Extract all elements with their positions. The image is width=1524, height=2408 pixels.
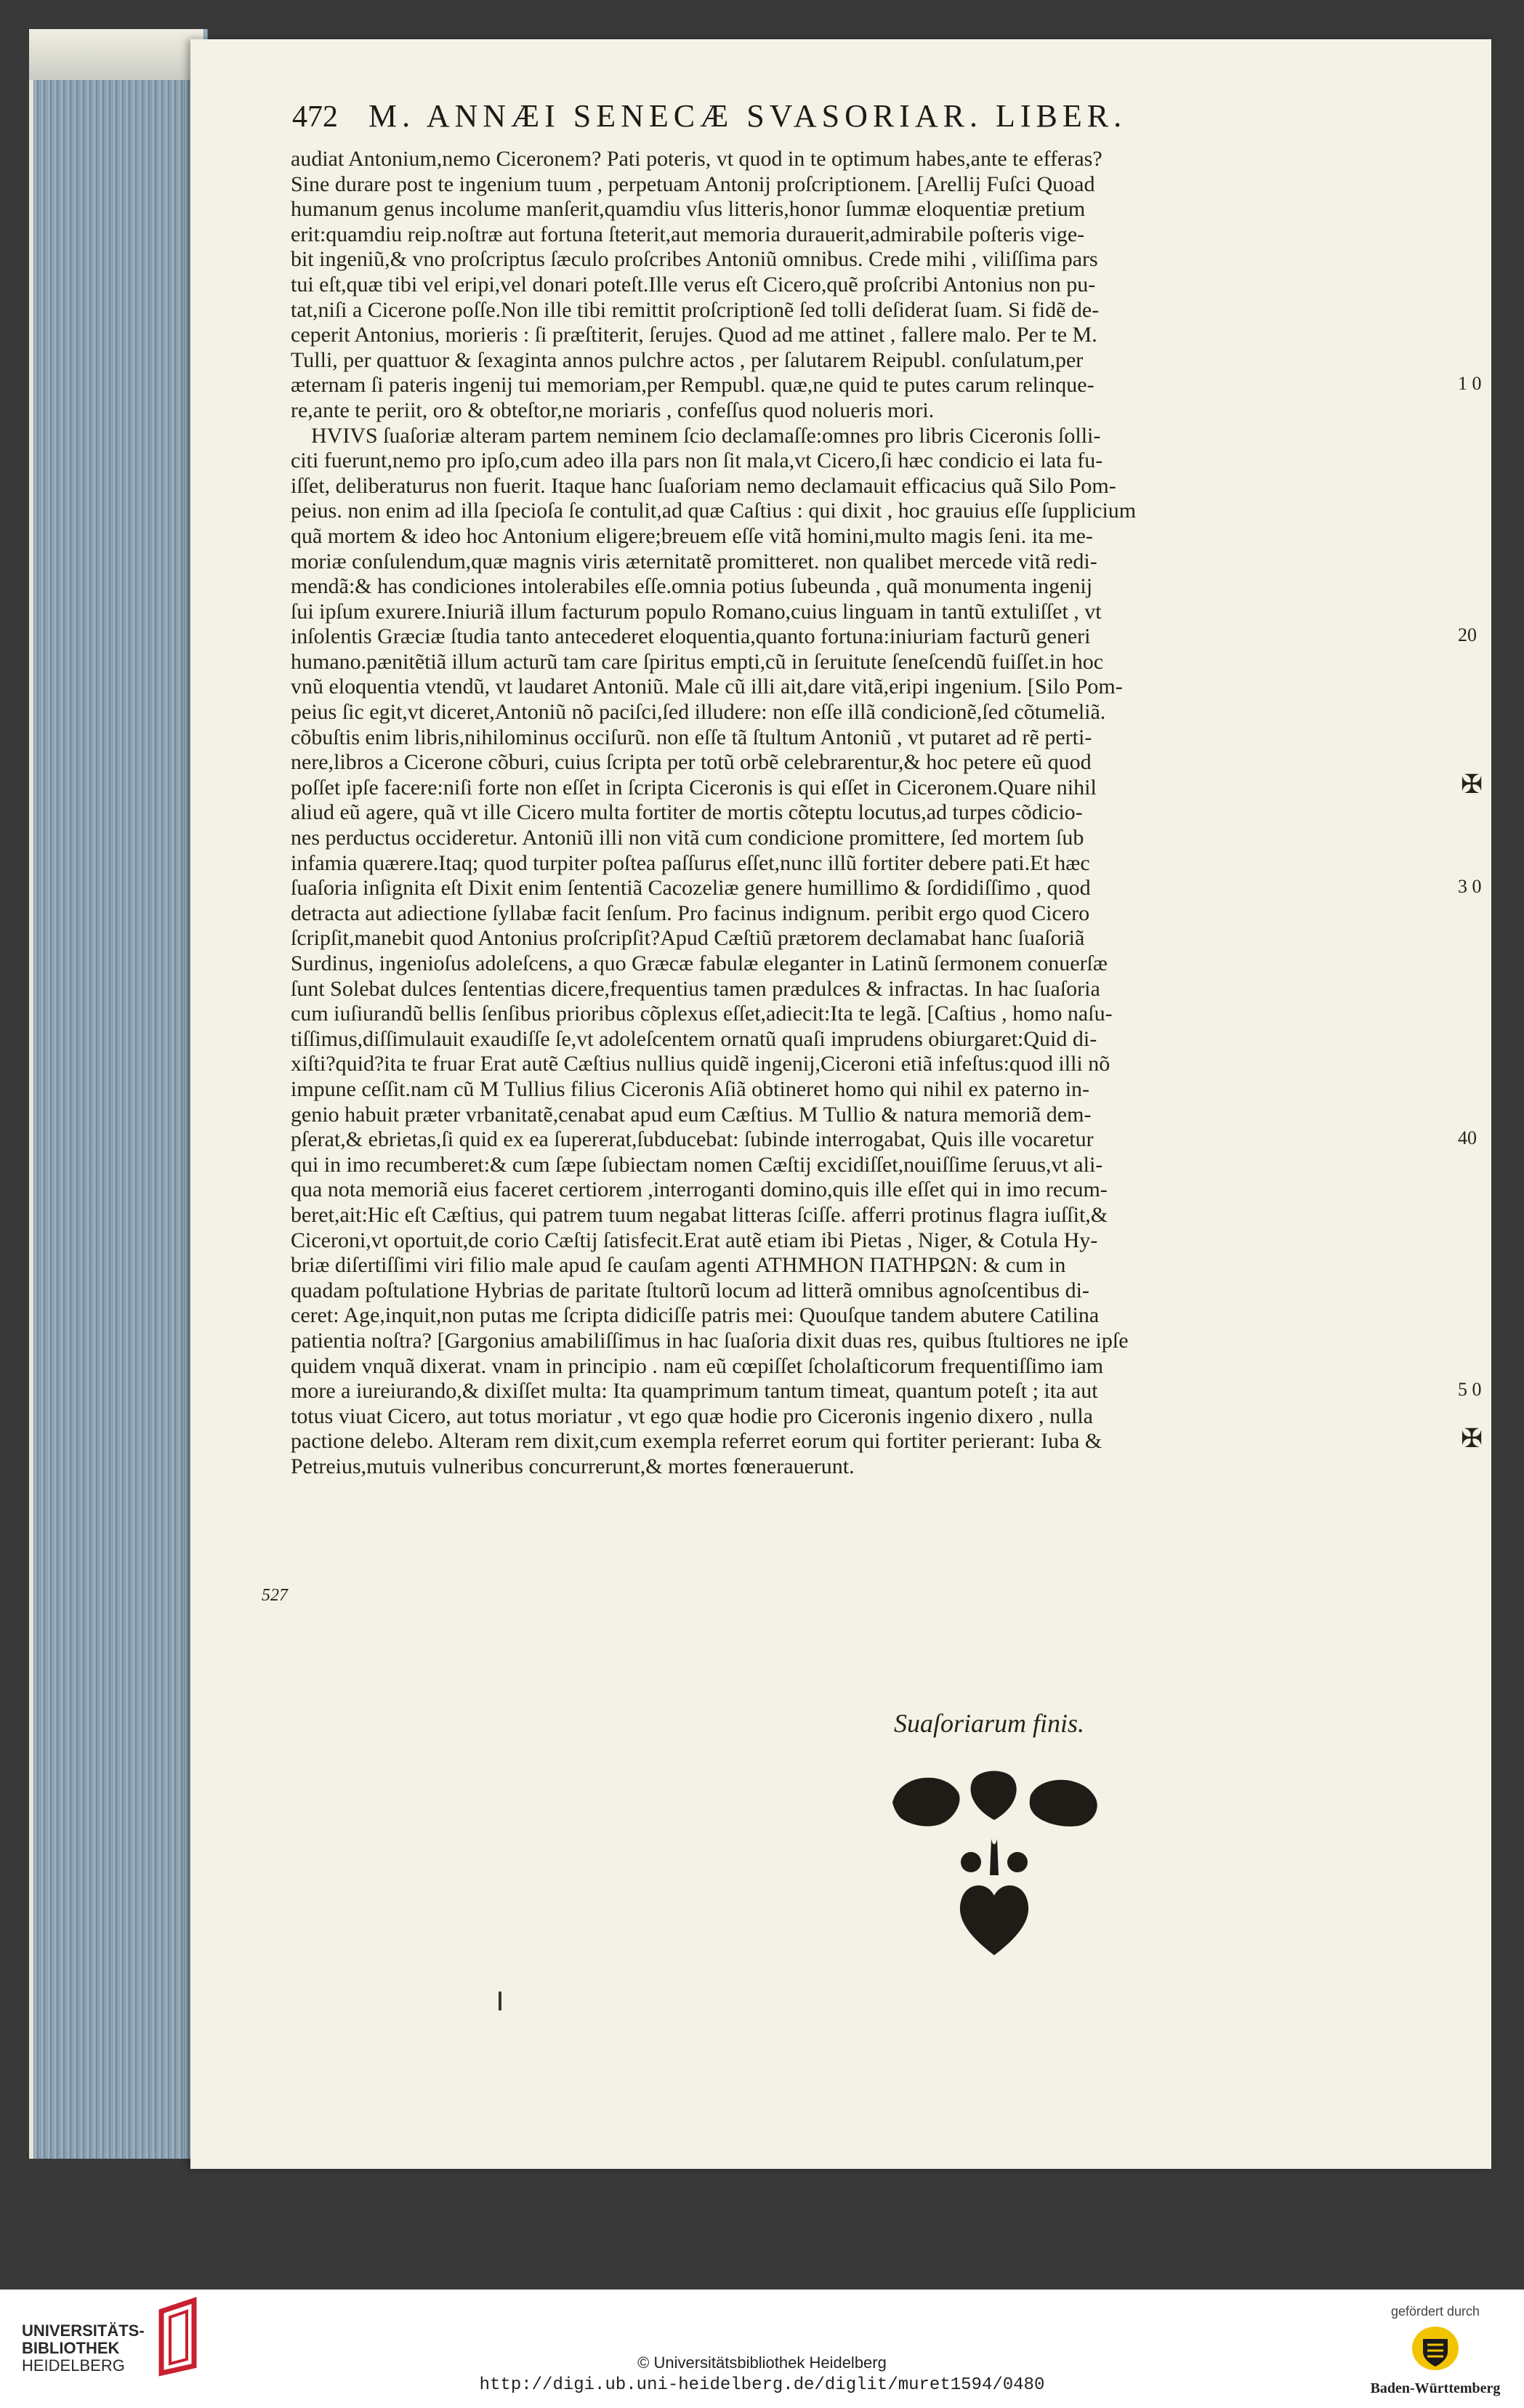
text-line-content: iſſet, deliberaturus non fuerit. Itaque hanc ſuaſoriam nemo declamauit efficacius quã Silo Pom-	[291, 473, 1116, 498]
text-line-content: totus viuat Cicero, aut totus moriatur , vt ego quæ hodie pro Ciceronis ingenio dixero , nulla	[291, 1404, 1093, 1428]
text-line-content: moriæ conſulendum,quæ magnis viris æternitatẽ promitteret. non qualibet mercede vitã redi-	[291, 549, 1097, 573]
text-line-content: briæ diſertiſſimi viri filio male apud ſe cauſam agenti ΑΤΗΜΗΟΝ ΠΑΤΗΡΩΝ: & cum in	[291, 1253, 1066, 1278]
text-line	[291, 398, 1468, 424]
text-line-content: ceperit Antonius, morieris : ſi præſtiterit, ſerujes. Quod ad me attinet , fallere malo. Per te M.	[291, 323, 1097, 347]
closing-line: Suaſoriarum finis.	[894, 1709, 1085, 1738]
text-line-content: ceret: Age,inquit,non putas me ſcripta didiciſſe patris mei: Quouſque tandem abutere Catilina	[291, 1303, 1100, 1328]
printers-ornament-icon	[885, 1766, 1103, 1962]
text-line	[291, 348, 1468, 374]
heart-leaf-ornament	[960, 1885, 1028, 1955]
text-line	[291, 298, 1468, 323]
line-number: 40	[1458, 1127, 1477, 1149]
copyright-notice: © Universitätsbibliothek Heidelberg	[637, 2353, 887, 2372]
text-line-content: more a iureiurando,& dixiſſet multa: Ita quamprimum tantum timeat, quantum poteſt ; ita aut	[291, 1379, 1098, 1404]
text-line-content: vnũ eloquentia vtendũ, vt laudaret Antoniũ. Male cũ illi ait,dare vitã,eripi ingenium. [Silo Pom-	[291, 675, 1123, 699]
page-number: 472	[292, 100, 338, 134]
text-line	[291, 1228, 1468, 1254]
text-line-content: aliud eũ agere, quã vt ille Cicero multa fortiter de mortis cõteptu locutus,ad turpes cõdicio-	[291, 800, 1083, 825]
line-number: 3 0	[1458, 876, 1482, 898]
text-line-content: impune ceſſit.nam cũ M Tullius filius Ciceronis Aſiã obtineret homo qui nihil ex paterno in-	[291, 1076, 1090, 1101]
text-line	[291, 1279, 1468, 1304]
text-line-content: Surdinus, ingenioſus adoleſcens, a quo Græcæ fabulæ eleganter in Latinũ ſermonem conuerſæ	[291, 951, 1108, 975]
text-line	[291, 222, 1468, 248]
text-line	[291, 1329, 1468, 1354]
page-edge-top	[29, 29, 203, 80]
text-line	[291, 901, 1468, 927]
text-line-content: patientia noſtra? [Gargonius amabiliſſimus in hac ſuaſoria dixit duas res, quibus ſtultiores ne ipſe	[291, 1328, 1129, 1353]
text-line	[291, 750, 1468, 776]
leaf-ornament-left	[892, 1778, 960, 1827]
text-line	[291, 725, 1468, 751]
text-line	[291, 1303, 1468, 1329]
text-line	[291, 700, 1468, 725]
text-line-content: beret,ait:Hic eſt Cæſtius, qui patrem tuum negabat litteras ſciſſe. afferri protinus flagra iuſſit,&	[291, 1202, 1108, 1227]
text-line	[291, 851, 1468, 877]
text-line	[291, 951, 1468, 977]
text-line-content: infamia quærere.Itaq; quod turpiter poſtea paſſurus eſſet,nunc illũ fortiter debere pati.Et hæc	[291, 850, 1090, 875]
stacked-page-edges	[29, 29, 208, 2159]
text-line	[291, 776, 1468, 801]
text-line	[291, 600, 1468, 625]
text-line	[291, 499, 1468, 524]
text-line-content: humano.pænitẽtiã illum acturũ tam care ſpiritus empti,cũ in ſeruitute ſeneſcendũ fuiſſet.in hoc	[291, 649, 1104, 674]
text-line-content: tiſſimus,diſſimulauit exaudiſſe ſe,vt adoleſcentem ornatũ quaſi imprudens obiurgaret:Quid di-	[291, 1026, 1097, 1051]
text-line	[291, 1127, 1468, 1153]
text-line	[291, 1253, 1468, 1279]
text-line	[291, 1027, 1468, 1052]
text-line-content: cum iuſiurandũ bellis ſenſibus prioribus cõplexus eſſet,adiecit:Ita te legã. [Caſtius , homo naſu-	[291, 1002, 1113, 1026]
text-line-content: inſolentis Græciæ ſtudia tanto antecederet eloquentia,quanto fortuna:iniuriam facturũ generi	[291, 624, 1091, 649]
funder-name: Baden-Württemberg	[1370, 2380, 1501, 2396]
text-line-content: æternam ſi pateris ingenij tui memoriam,per Rempubl. quæ,ne quid te putes carum relinque-	[291, 373, 1094, 398]
text-line	[291, 1404, 1468, 1430]
text-line	[291, 1153, 1468, 1178]
text-line	[291, 1002, 1468, 1027]
text-line-content: xiſti?quid?ita te fruar Erat autẽ Cæſtius nullius quidẽ ingenij,Ciceroni etiã infeſtus:quod illi nõ	[291, 1052, 1110, 1076]
text-line	[291, 424, 1468, 449]
text-line	[291, 1203, 1468, 1228]
library-name-line: HEIDELBERG	[22, 2356, 125, 2375]
text-line-content: tui eſt,quæ tibi vel eripi,vel donari poteſt.Ille verus eſt Cicero,quẽ proſcribi Antonius non pu-	[291, 272, 1096, 297]
text-line-content: Petreius,mutuis vulneribus concurrerunt,& mortes fœnerauerunt.	[291, 1454, 855, 1478]
text-line-content: citi fuerunt,nemo pro ipſo,cum adeo illa pars non ſit mala,vt Cicero,ſi hæc condicio ei lata fu-	[291, 448, 1103, 473]
leaf-ornament-right	[1030, 1780, 1097, 1827]
text-line	[291, 147, 1468, 172]
text-line-content: Tulli, per quattuor & ſexaginta annos pulchre actos , per ſalutarem Reipubl. conſulatum,per	[291, 347, 1084, 372]
library-name-line: BIBLIOTHEK	[22, 2339, 120, 2357]
text-line-content: genio habuit præter vrbanitatẽ,cenabat apud eum Cæſtius. M Tullio & natura memoriã dem-	[291, 1102, 1092, 1127]
text-line	[291, 323, 1468, 348]
text-line-content: tat,niſi a Cicerone poſſe.Non ille tibi remittit proſcriptionẽ ſed tolli deſiderat ſuam. Si fidẽ de-	[291, 297, 1100, 322]
text-line	[291, 474, 1468, 499]
text-line	[291, 524, 1468, 549]
text-line	[291, 247, 1468, 273]
text-line	[291, 197, 1468, 222]
text-line-content: pactione delebo. Alteram rem dixit,cum exempla referret eorum qui fortiter perierant: Iuba &	[291, 1429, 1102, 1454]
cross-mark-icon: ✠	[1461, 770, 1483, 799]
text-line-content: pſerat,& ebrietas,ſi quid ex ea ſupererat,ſubducebat: ſubinde interrogabat, Quis ille vocaretur	[291, 1127, 1094, 1152]
text-line-content: quadam poſtulatione Hybrias de paritate ſtultorũ locum ad litterã omnibus agnoſcentibus di-	[291, 1278, 1089, 1302]
text-line	[291, 373, 1468, 398]
text-line-content: poſſet ipſe facere:niſi forte non eſſet in ſcripta Ciceronis is qui eſſet in Ciceronem.Quare nihil	[291, 775, 1097, 800]
text-line-content: qui in imo recumberet:& cum ſæpe ſubiectam nomen Cæſtij excidiſſet,nouiſſime ſeruus,vt ali-	[291, 1152, 1103, 1177]
line-number: 1 0	[1458, 373, 1482, 395]
text-line-content: quidem vnquã dixerat. vnam in principio . nam eũ cœpiſſet ſcholaſticorum frequentiſſimo iam	[291, 1353, 1104, 1378]
text-line-content: ſcripſit,manebit quod Antonius proſcripſit?Apud Cæſtiũ prætorem declamabat hanc ſuaſoriã	[291, 926, 1085, 951]
text-line-content: nere,libros a Cicerone cõburi, cuius ſcripta per totũ orbẽ celebrarentur,& hoc petere eũ quod	[291, 750, 1092, 775]
text-line	[291, 624, 1468, 650]
text-line-content: humanum genus incolume manſerit,quamdiu vſus litteris,honor ſummæ eloquentiæ pretium	[291, 197, 1086, 222]
text-line-content: detracta aut adiectione ſyllabæ facit ſenſum. Pro facinus indignum. peribit ergo quod Cicero	[291, 901, 1090, 925]
text-line-content: qua nota memoriã eius faceret certiorem ,interroganti domino,quis ille eſſet qui in imo recum-	[291, 1177, 1108, 1202]
text-line	[291, 977, 1468, 1002]
funder-label: gefördert durch	[1390, 2304, 1480, 2319]
text-line	[291, 1379, 1468, 1404]
text-line	[291, 650, 1468, 675]
text-line	[291, 1354, 1468, 1380]
permalink-url[interactable]: http://digi.ub.uni-heidelberg.de/diglit/muret1594/0480	[479, 2375, 1045, 2395]
text-line-content: HVIVS ſuaſoriæ alteram partem neminem ſcio declamaſſe:omnes pro libris Ciceronis ſolli-	[311, 423, 1101, 448]
text-line	[291, 448, 1468, 474]
leaf-ornament-center	[971, 1771, 1017, 1821]
text-line	[291, 574, 1468, 600]
text-line	[291, 1454, 1468, 1480]
library-name-line: UNIVERSITÄTS-	[22, 2322, 145, 2340]
text-line-content: Ciceroni,vt oportuit,de corio Cæſtij ſatisfecit.Erat autẽ etiam ibi Pietas , Niger, & Cotula Hy-	[291, 1228, 1098, 1252]
funder-block	[1366, 2304, 1504, 2399]
text-line	[291, 1077, 1468, 1103]
text-line-content: erit:quamdiu reip.noſtræ aut fortuna ſteterit,aut memoria durauerit,admirabile poſteris vige-	[291, 222, 1085, 246]
text-line	[291, 172, 1468, 198]
text-line-content: bit ingeniũ,& vno proſcriptus ſæculo proſcribes Antoniũ omnibus. Crede mihi , viliſſima pars	[291, 247, 1098, 272]
text-line-content: quã mortem & ideo hoc Antonium eligere;breuem eſſe vitã homini,multo magis ſeni. ita me-	[291, 523, 1093, 548]
text-line	[291, 926, 1468, 951]
text-line	[291, 1177, 1468, 1203]
text-line-content: ſunt Solebat dulces ſententias dicere,frequentius tamen prædulces & infractas. In hac ſuaſoria	[291, 976, 1100, 1001]
state-coat-of-arms-icon	[1410, 2323, 1461, 2374]
text-line	[291, 273, 1468, 298]
text-line-content: audiat Antonium,nemo Ciceronem? Pati poteris, vt quod in te optimum habes,ante te efferas?	[291, 147, 1102, 171]
text-line-content: ſuaſoria inſignita eſt Dixit enim ſententiã Cacozeliæ genere humillimo & ſordidiſſimo , quod	[291, 876, 1091, 901]
line-number: 5 0	[1458, 1379, 1482, 1401]
cross-mark-icon: ✠	[1461, 1424, 1483, 1453]
line-number: 20	[1458, 624, 1477, 646]
text-line	[291, 826, 1468, 851]
running-head	[292, 97, 1375, 141]
viewer-footer	[0, 2290, 1524, 2408]
text-line-content: re,ante te periit, oro & obteſtor,ne moriaris , confeſſus quod nolueris mori.	[291, 398, 935, 422]
text-line-content: nes perductus occideretur. Antoniũ illi non vitã cum condicione promittere, ſed mortem ſub	[291, 826, 1084, 850]
text-line	[291, 549, 1468, 575]
text-line	[291, 1103, 1468, 1128]
latin-body-text	[291, 147, 1468, 1479]
stem-ornament	[990, 1839, 999, 1875]
text-line-content: peius. non enim ad illa ſpecioſa ſe contulit,ad quæ Caſtius : qui dixit , hoc grauius eſſe ſupplicium	[291, 499, 1137, 523]
left-margin-note: 527	[262, 1586, 288, 1605]
text-line	[291, 1429, 1468, 1454]
text-line-content: cõbuſtis enim libris,nihilominus occiſurũ. non eſſe tã ſtultum Antoniũ , vt putaret ad rẽ perti-	[291, 725, 1092, 749]
text-line	[291, 876, 1468, 901]
text-line-content: Sine durare post te ingenium tuum , perpetuam Antonij proſcriptionem. [Arellij Fuſci Quoad	[291, 172, 1095, 196]
running-title: M. ANNÆI SENECÆ SVASORIAR. LIBER.	[368, 98, 1127, 134]
text-line-content: peius ſic egit,vt diceret,Antoniũ nõ paciſci,ſed illudere: non eſſe illã condicionẽ,ſed cõtumeliã.	[291, 700, 1106, 725]
text-line	[291, 800, 1468, 826]
text-line	[291, 1052, 1468, 1077]
stray-ink-mark	[499, 1992, 501, 2010]
text-line-content: ſui ipſum exurere.Iniuriã illum facturum populo Romano,cuius linguam in tantũ extuliſſet , vt	[291, 599, 1102, 624]
text-line	[291, 675, 1468, 700]
text-line-content: mendã:& has condiciones intolerabiles eſſe.omnia potius ſubeunda , quã monumenta ingenij	[291, 574, 1093, 599]
